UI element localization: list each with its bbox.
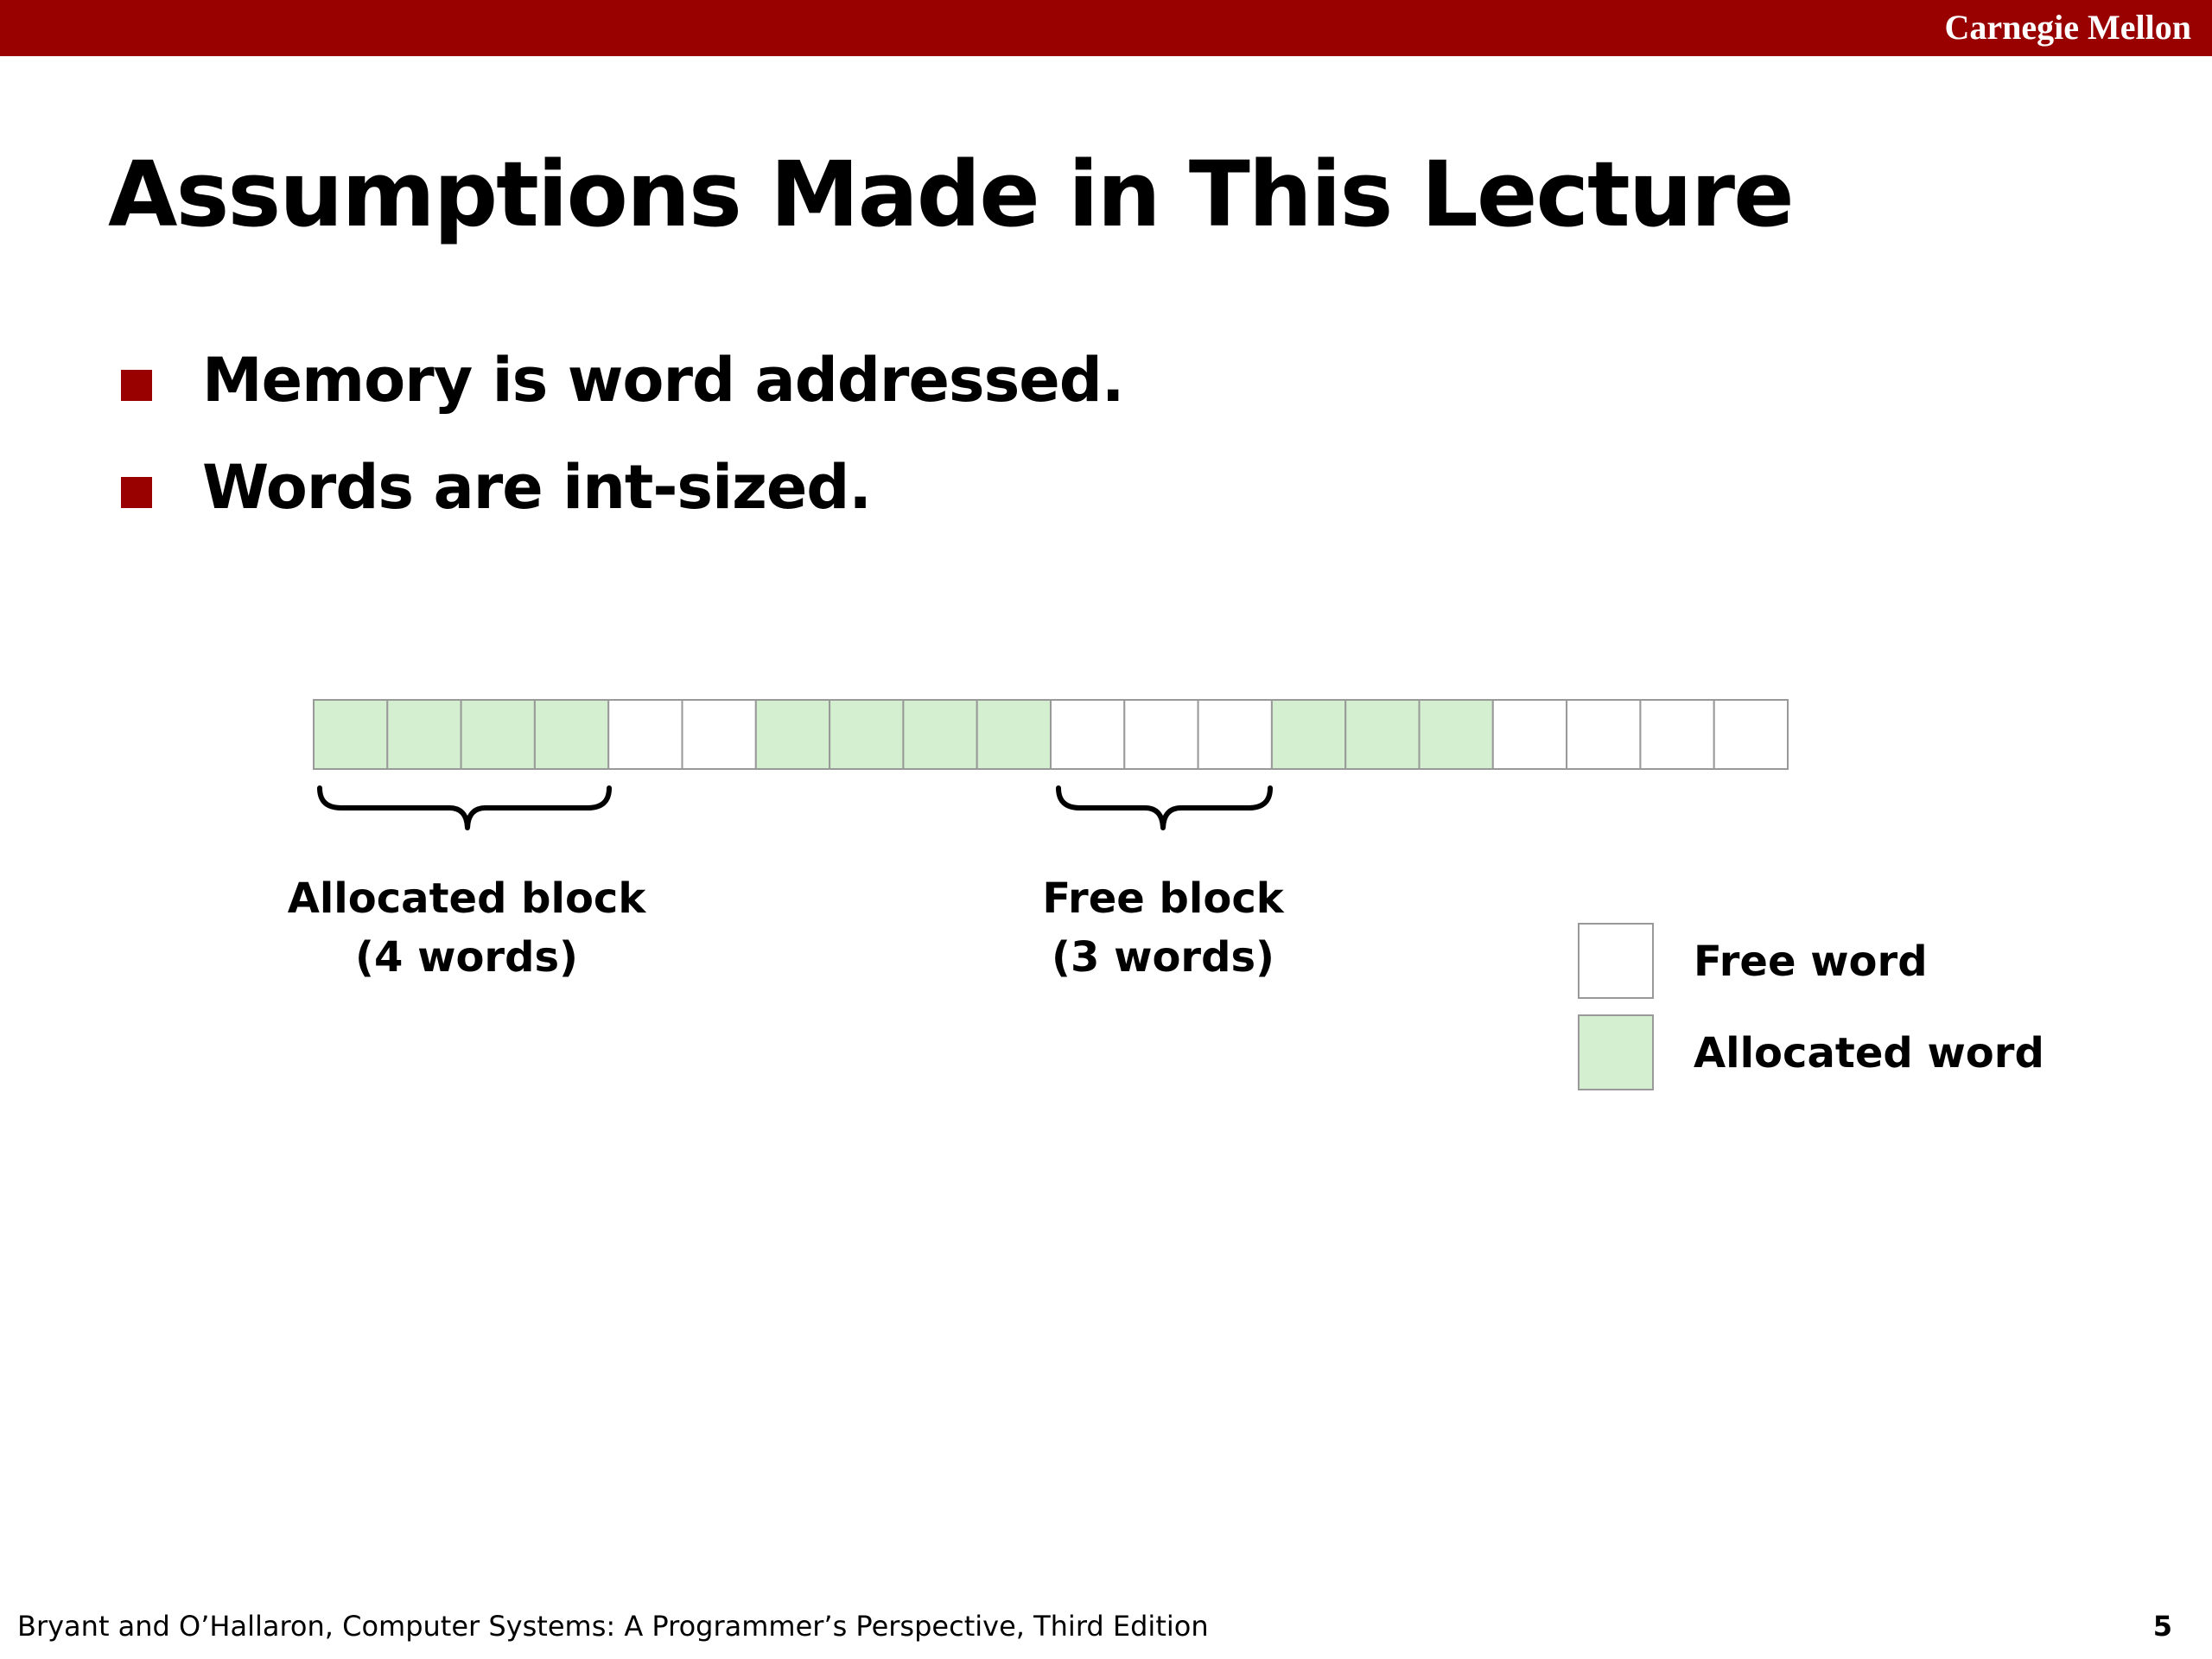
allocated-block-label: [251, 869, 683, 987]
bullet-text: Words are int-sized.: [202, 452, 871, 523]
allocated-word-cell: [903, 700, 976, 769]
free-word-cell: [1714, 700, 1788, 769]
free-word-cell: [1640, 700, 1713, 769]
brand-label: Carnegie Mellon: [1944, 8, 2191, 47]
free-word-cell: [1567, 700, 1640, 769]
allocated-word-cell: [535, 700, 608, 769]
free-block-brace: [1058, 788, 1270, 828]
allocated-block-brace: [320, 788, 609, 828]
page-number: 5: [2152, 1610, 2172, 1643]
allocated-word-cell: [830, 700, 903, 769]
allocated-word-cell: [387, 700, 461, 769]
legend-allocated-label: Allocated word: [1694, 1029, 2044, 1077]
legend-free-swatch: [1579, 924, 1653, 998]
free-word-cell: [1493, 700, 1567, 769]
allocated-word-cell: [461, 700, 535, 769]
footer-citation: Bryant and O’Hallaron, Computer Systems: A Programmer’s Perspective, Third Edition: [17, 1610, 1209, 1643]
free-block-label: [947, 869, 1379, 987]
bullet-text: Memory is word addressed.: [202, 345, 1124, 416]
free-word-cell: [1124, 700, 1198, 769]
free-block-label-line2: (3 words): [1052, 933, 1274, 982]
allocated-word-cell: [1345, 700, 1419, 769]
allocated-word-cell: [977, 700, 1051, 769]
allocated-block-label-line1: Allocated block: [287, 874, 646, 923]
free-block-label-line1: Free block: [1042, 874, 1284, 923]
legend-allocated-swatch: [1579, 1015, 1653, 1090]
memory-word-row: [314, 700, 1788, 769]
free-word-cell: [1051, 700, 1124, 769]
allocated-word-cell: [314, 700, 387, 769]
allocated-block-label-line2: (4 words): [355, 933, 578, 982]
allocated-word-cell: [1420, 700, 1493, 769]
slide-title: Assumptions Made in This Lecture: [108, 142, 1793, 247]
allocated-word-cell: [1272, 700, 1345, 769]
free-word-cell: [1198, 700, 1272, 769]
legend-free-label: Free word: [1694, 938, 1928, 986]
allocated-word-cell: [756, 700, 830, 769]
free-word-cell: [683, 700, 756, 769]
free-word-cell: [608, 700, 682, 769]
